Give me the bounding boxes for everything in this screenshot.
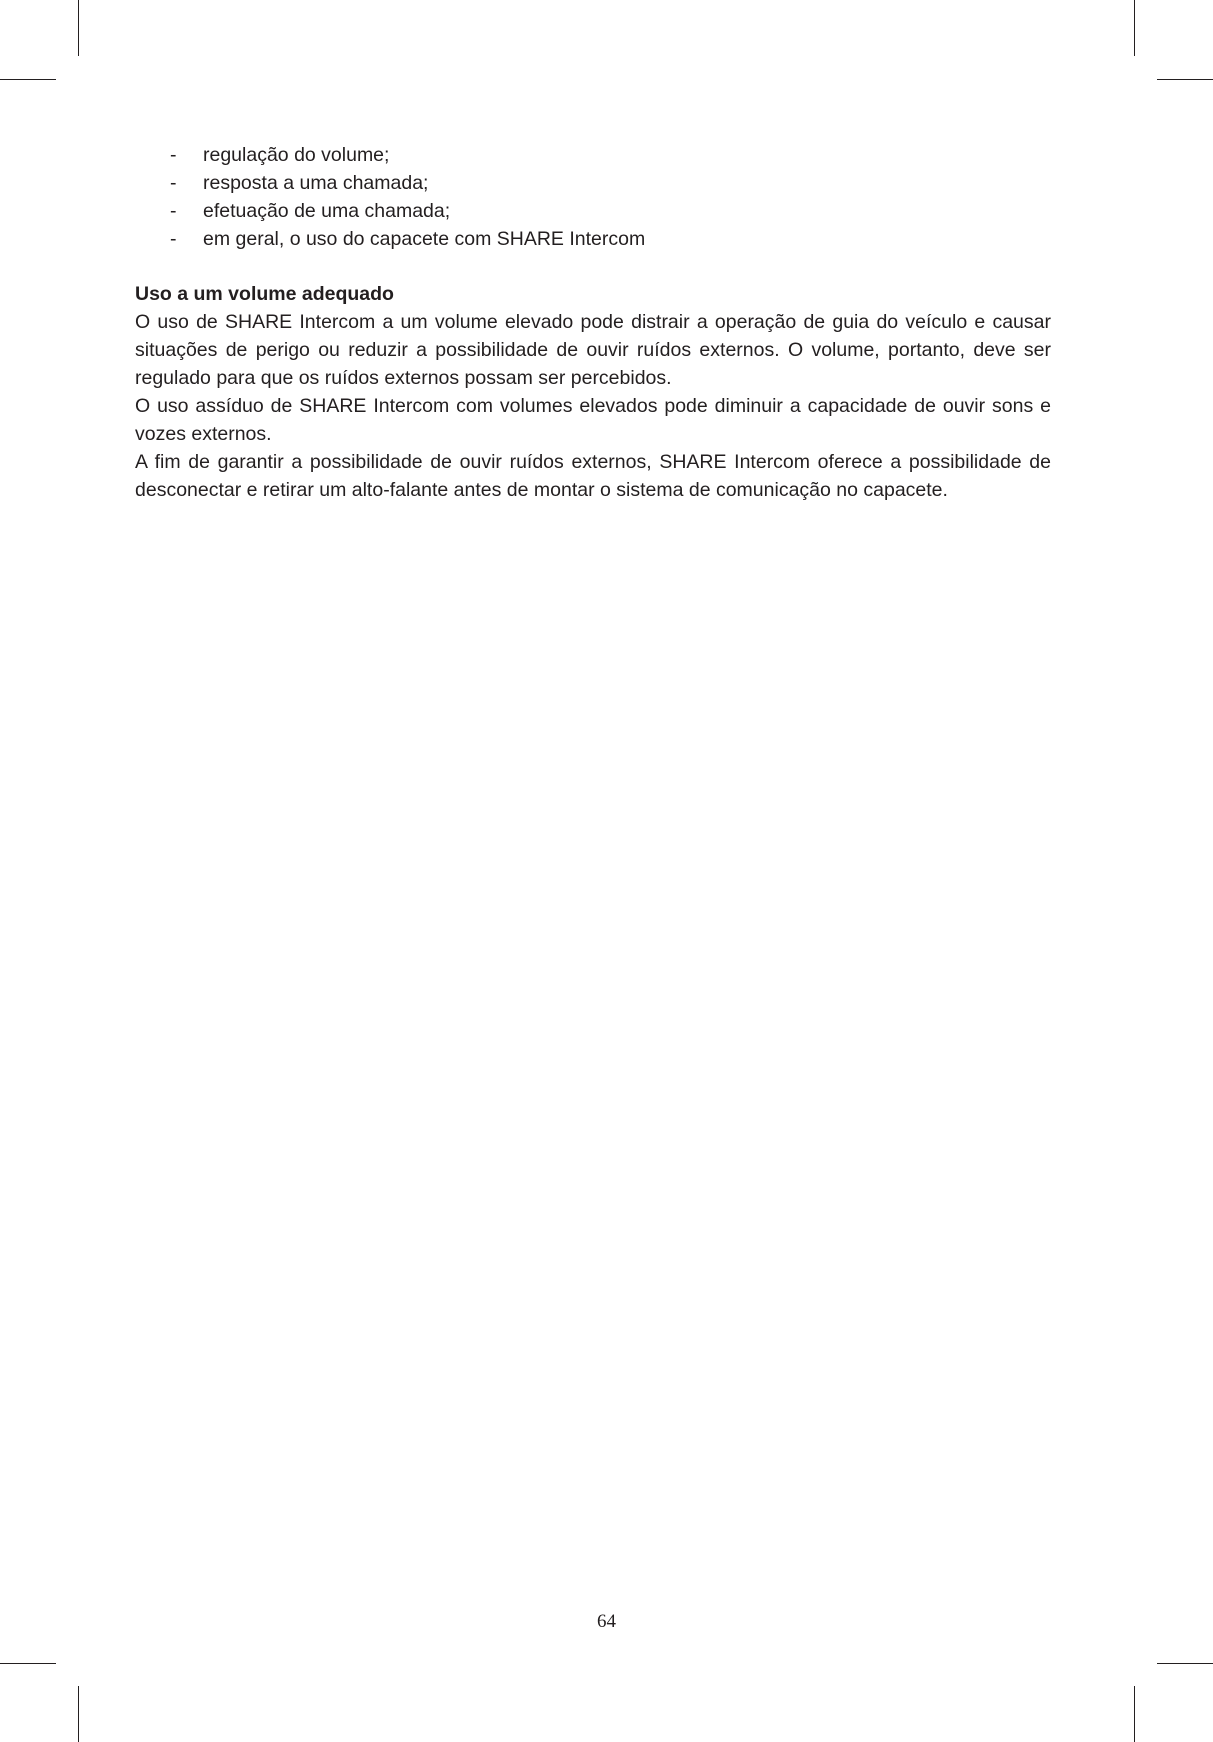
list-item-text: resposta a uma chamada; [203, 172, 429, 194]
paragraph: O uso assíduo de SHARE Intercom com volumes elevados pode diminuir a capacidade de ouvir sons e vozes externos. [135, 395, 1051, 445]
section-heading: Uso a um volume adequado [135, 283, 394, 305]
list-item [135, 225, 1051, 253]
list-item [135, 141, 1051, 169]
page-number: 64 [597, 1611, 616, 1632]
list-item-text: regulação do volume; [203, 144, 390, 166]
bullet-dash: - [170, 200, 177, 222]
crop-mark-bottom-right-horizontal [1157, 1663, 1213, 1664]
bullet-dash: - [170, 228, 177, 250]
crop-mark-top-left-horizontal [0, 79, 56, 80]
bullet-dash: - [170, 144, 177, 166]
list-item [135, 197, 1051, 225]
crop-mark-top-right-vertical [1134, 0, 1135, 56]
bullet-list [135, 141, 1051, 253]
crop-mark-top-left-vertical [78, 0, 79, 56]
list-item-text: em geral, o uso do capacete com SHARE Intercom [203, 228, 646, 250]
crop-mark-bottom-left-vertical [78, 1686, 79, 1742]
list-item-text: efetuação de uma chamada; [203, 200, 451, 222]
bullet-dash: - [170, 172, 177, 194]
crop-mark-bottom-right-vertical [1134, 1686, 1135, 1742]
page-content [135, 141, 1051, 504]
crop-mark-bottom-left-horizontal [0, 1663, 56, 1664]
paragraph: A fim de garantir a possibilidade de ouvir ruídos externos, SHARE Intercom oferece a possibilidade de desconectar e retirar um alto-falante antes de montar o sistema de comunicação no capacete. [135, 451, 1051, 501]
paragraph: O uso de SHARE Intercom a um volume elevado pode distrair a operação de guia do veículo e causar situações de perigo ou reduzir a possibilidade de ouvir ruídos externos. O volume, portanto, deve ser regulado para que os ruídos externos possam ser percebidos. [135, 311, 1051, 389]
crop-mark-top-right-horizontal [1157, 79, 1213, 80]
list-item [135, 169, 1051, 197]
